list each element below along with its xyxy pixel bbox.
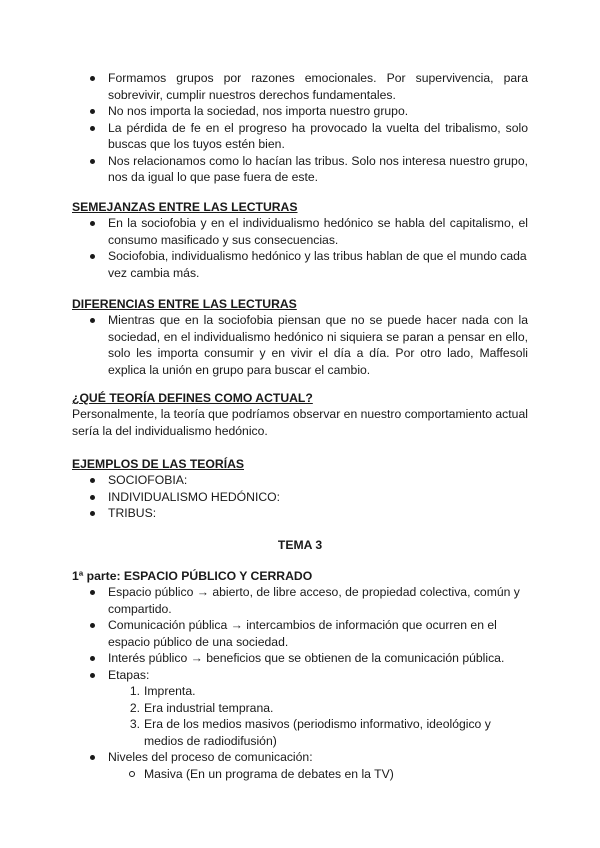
bullet-icon — [90, 159, 95, 164]
bullet-icon — [90, 755, 95, 760]
list-item: Formamos grupos por razones emocionales. Por supervivencia, para sobrevivir, cumplir nuestros derechos fundamentales. — [72, 70, 528, 103]
bullet-icon — [90, 511, 95, 516]
bullet-icon — [90, 318, 95, 323]
bullet-icon — [90, 495, 95, 500]
semejanzas-heading: SEMEJANZAS ENTRE LAS LECTURAS — [72, 200, 298, 214]
list-item: Comunicación pública → intercambios de información que ocurren en el espacio público de una sociedad. — [72, 617, 528, 650]
list-item: Niveles del proceso de comunicación: — [72, 749, 528, 766]
list-item: Espacio público → abierto, de libre acceso, de propiedad colectiva, común y compartido. — [72, 584, 528, 617]
list-item: SOCIOFOBIA: — [72, 472, 528, 489]
bullet-icon — [90, 76, 95, 81]
bullet-icon — [90, 478, 95, 483]
numbered-item: 2. Era industrial temprana. — [129, 700, 274, 715]
bullet-icon — [90, 221, 95, 226]
list-item: Etapas: — [72, 667, 528, 684]
numbered-item: 1. Imprenta. — [129, 684, 196, 698]
intro-bullet-list — [72, 70, 528, 186]
list-item: Mientras que en la sociofobia piensan que no se puede hacer nada con la sociedad, en el individualismo hedónico ni siquiera se paran a pensar en ello, solo les importa consumir y en vivir el día a día. Por otro lado, Maffesoli explica la unión en grupo para buscar el cambio. — [72, 312, 528, 378]
list-item: Sociofobia, individualismo hedónico y las tribus hablan de que el mundo cada vez cambia más. — [72, 248, 528, 281]
sub-list-item: Masiva (En un programa de debates en la TV) — [72, 766, 528, 783]
ejemplos-heading: EJEMPLOS DE LAS TEORÍAS — [72, 457, 245, 471]
list-item: En la sociofobia y en el individualismo hedónico se habla del capitalismo, el consumo masificado y sus consecuencias. — [72, 215, 528, 248]
diferencias-list — [72, 312, 528, 378]
tema-title: TEMA 3 — [277, 538, 323, 552]
teoria-actual-text: Personalmente, la teoría que podríamos observar en nuestro comportamiento actual sería la del individualismo hedónico. — [72, 407, 528, 438]
list-item: Interés público → beneficios que se obtienen de la comunicación pública. — [72, 650, 528, 667]
numbered-item: 3. Era de los medios masivos (periodismo informativo, ideológico y medios de radiodifusión) — [129, 717, 491, 748]
bullet-icon — [90, 590, 95, 595]
teoria-actual-heading: ¿QUÉ TEORÍA DEFINES COMO ACTUAL? — [72, 391, 313, 405]
bullet-icon — [90, 623, 95, 628]
list-item: Nos relacionamos como lo hacían las tribus. Solo nos interesa nuestro grupo, nos da igual lo que pase fuera de este. — [72, 153, 528, 186]
bullet-icon — [90, 656, 95, 661]
parte-heading: 1ª parte: ESPACIO PÚBLICO Y CERRADO — [72, 569, 313, 583]
bullet-icon — [90, 254, 95, 259]
semejanzas-list — [72, 215, 528, 281]
list-item: TRIBUS: — [72, 505, 528, 522]
bullet-icon — [90, 109, 95, 114]
list-item: No nos importa la sociedad, nos importa nuestro grupo. — [72, 103, 528, 120]
diferencias-heading: DIFERENCIAS ENTRE LAS LECTURAS — [72, 297, 297, 311]
bullet-icon — [90, 126, 95, 131]
list-item: INDIVIDUALISMO HEDÓNICO: — [72, 489, 528, 506]
parte-list — [72, 584, 528, 782]
bullet-icon — [90, 673, 95, 678]
hollow-bullet-icon — [129, 771, 135, 777]
ejemplos-list — [72, 472, 528, 522]
list-item: La pérdida de fe en el progreso ha provocado la vuelta del tribalismo, solo buscas que los tuyos estén bien. — [72, 120, 528, 153]
